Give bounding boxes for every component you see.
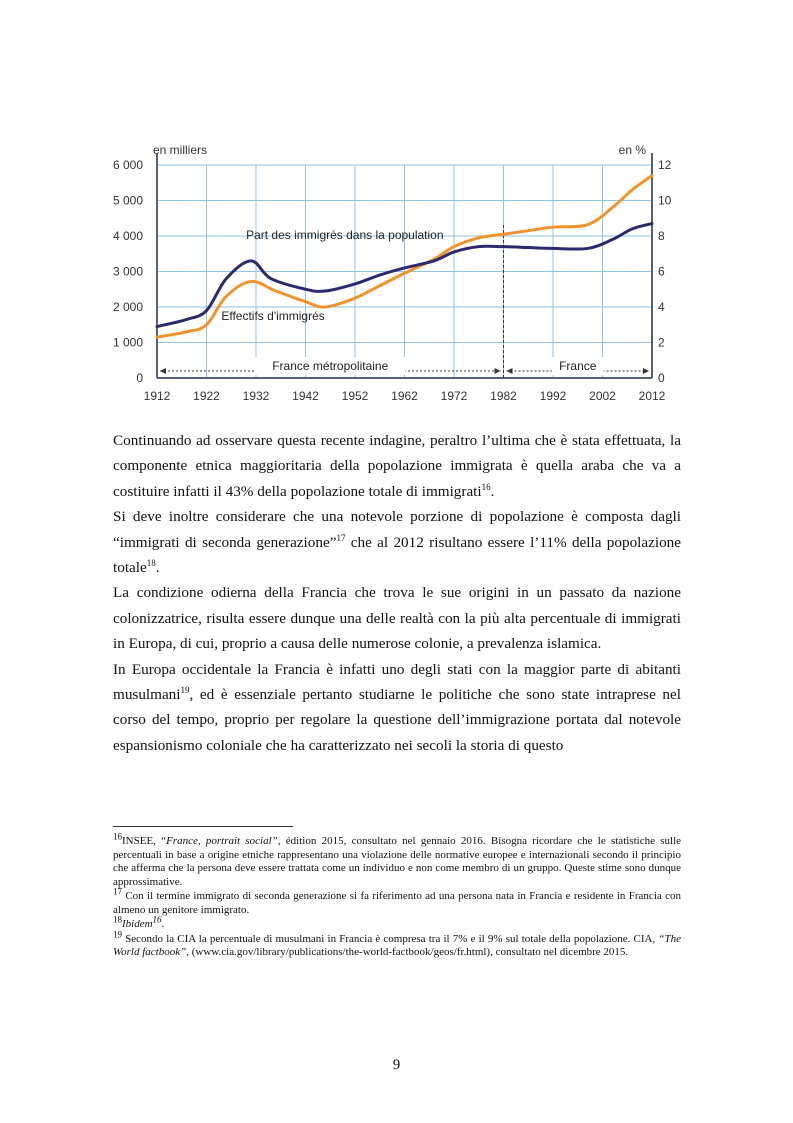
chart-svg [100,138,680,410]
footnotes [113,831,682,961]
annotation-part: Part des immigrés dans la population [246,227,444,242]
right-unit-label: en % [618,143,646,157]
footnote-16: $^{16}$INSEE, “France, portrait social”, édition 2015, consultato nel gennaio 2016. Bisogna ricordare che le statistiche sulle percentuali in base a origine etniche rappresentano una violazione delle normative europee e internazionali secondo il principio che afferma che la persona deve essere trattata come un individuo e non come membro di un gruppo. Queste stime sono dunque approssimative. [113,831,682,888]
y-left-tick-label: 1 000 [112,335,143,350]
x-tick-label: 2002 [589,389,616,403]
y-left-tick-label: 4 000 [112,229,143,243]
x-tick-label: 1962 [391,389,418,403]
x-tick-label: 1912 [143,389,171,403]
left-unit-label: en milliers [153,143,208,157]
footnote-18: $^{18}$Ibidem$^{16}$. [113,914,165,930]
region-arrow-left-0 [160,368,166,374]
footnote-ref-16[interactable]: 16 [481,481,491,492]
region-label: France [559,359,597,373]
region-arrow-right-0 [495,368,501,374]
y-left-tick-label: 6 000 [112,158,143,172]
y-right-tick-label: 2 [658,335,665,350]
x-tick-label: 1972 [440,389,468,403]
region-arrow-right-1 [643,368,649,374]
x-tick-label: 1932 [242,389,270,403]
y-right-tick-label: 12 [658,158,672,172]
annotation-effectifs: Effectifs d'immigrés [221,309,325,323]
x-tick-label: 1942 [292,389,319,403]
y-left-tick-label: 0 [136,371,143,385]
y-left-tick-label: 2 000 [112,300,143,314]
footnote-19: $^{19}$ Secondo la CIA la percentuale di musulmani in Francia è compresa tra il 7% e il 9% sul totale della popolazione. CIA, “The World factbook”, (www.cia.gov/library/publications/the-world-factbook/geos/fr.html), consultato nel dicembre 2015. [113,928,681,958]
footnote-ref-19[interactable]: 19 [180,685,190,695]
paragraph-1: Continuando ad osservare questa recente indagine, peraltro l’ultima che è stata effettuata, la componente etnica maggioritaria della popolazione immigrata è quella araba che va a costituire infatti il 43% della popolazione totale di immigrati$^{16}$. [113,432,681,500]
body-text [113,428,681,758]
y-right-tick-label: 4 [658,300,665,314]
footnote-ref-17[interactable]: 17 [336,532,346,543]
footnote-separator [113,826,293,827]
y-left-tick-label: 5 000 [112,193,143,208]
region-arrow-left-1 [507,368,513,374]
page-number: 9 [392,1057,401,1073]
y-right-tick-label: 8 [658,229,665,243]
immigration-chart [100,138,680,410]
x-tick-label: 1952 [341,389,369,403]
x-tick-label: 2012 [638,389,666,403]
paragraph-4: In Europa occidentale la Francia è infatti uno degli stati con la maggior parte di abitanti musulmani$^{19}$, ed è essenziale pertanto studiarne le politiche che sono state intraprese nel corso del tempo, proprio per regolare la questione dell’immigrazione portata dal notevole espansionismo coloniale che ha caratterizzato nei secoli la storia di questo [113,660,681,754]
region-label: France métropolitaine [272,359,389,373]
y-left-tick-label: 3 000 [112,264,143,279]
x-tick-label: 1982 [490,389,517,403]
y-right-tick-label: 6 [658,264,665,279]
x-tick-label: 1992 [539,389,567,403]
paragraph-3: La condizione odierna della Francia che trova le sue origini in un passato da nazione colonizzatrice, risulta essere dunque una delle realtà con la più alta percentuale di immigrati in Europa, di cui, proprio a causa delle numerose colonie, a prevalenza islamica. [113,584,681,653]
y-right-tick-label: 0 [658,371,665,385]
y-right-tick-label: 10 [658,193,672,208]
x-tick-label: 1922 [193,389,220,403]
paragraph-2: Si deve inoltre considerare che una notevole porzione di popolazione è composta dagli “immigrati di seconda generazione”$^{17}$ che al 2012 risultano essere l’11% della popolazione totale$^{18}$. [113,508,682,577]
footnote-ref-18[interactable]: 18 [146,557,156,568]
footnote-17: $^{17}$ Con il termine immigrato di seconda generazione si fa riferimento ad una persona nata in Francia e residente in Francia con almeno un genitore immigrato. [113,886,681,916]
